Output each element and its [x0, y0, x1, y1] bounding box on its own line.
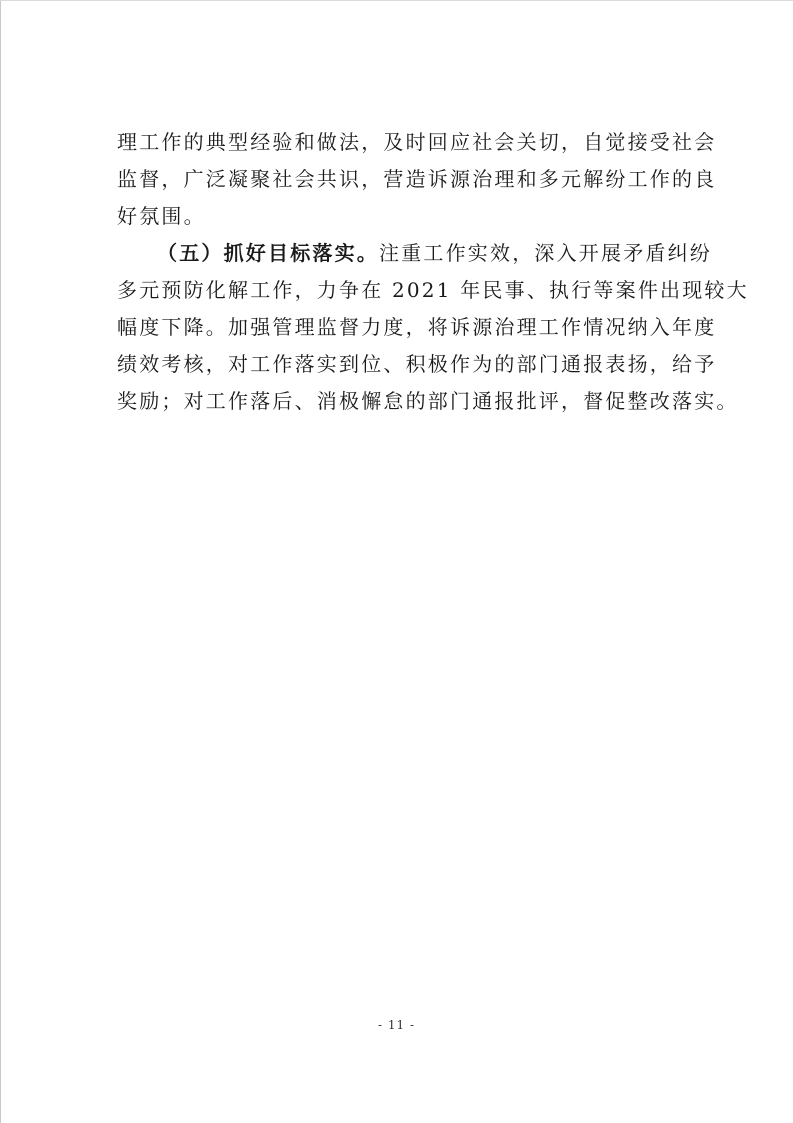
paragraph-2-line-2: 多元预防化解工作，力争在 2021 年民事、执行等案件出现较大 — [117, 278, 749, 302]
page-top-edge — [0, 0, 793, 1]
paragraph-1 — [117, 124, 717, 235]
paragraph-2 — [117, 235, 749, 420]
paragraph-1-line-1: 理工作的典型经验和做法，及时回应社会关切，自觉接受社会 — [117, 130, 717, 154]
paragraph-1-line-2: 监督，广泛凝聚社会共识，营造诉源治理和多元解纷工作的良 — [117, 167, 717, 191]
paragraph-2-line-3: 幅度下降。加强管理监督力度，将诉源治理工作情况纳入年度 — [117, 315, 717, 339]
page-number: - 11 - — [377, 1018, 415, 1032]
page-left-edge — [0, 0, 1, 1123]
paragraph-2-line-4: 绩效考核，对工作落实到位、积极作为的部门通报表扬，给予 — [117, 352, 717, 376]
paragraph-2-line-1 — [117, 235, 712, 272]
paragraph-1-line-3: 好氛围。 — [117, 204, 206, 228]
paragraph-2-line-5: 奖励；对工作落后、消极懈怠的部门通报批评，督促整改落实。 — [117, 389, 739, 413]
paragraph-2-line-1-text: 注重工作实效，深入开展矛盾纠纷 — [379, 241, 712, 265]
body-text — [117, 124, 749, 420]
section-heading: （五）抓好目标落实。 — [157, 241, 379, 265]
